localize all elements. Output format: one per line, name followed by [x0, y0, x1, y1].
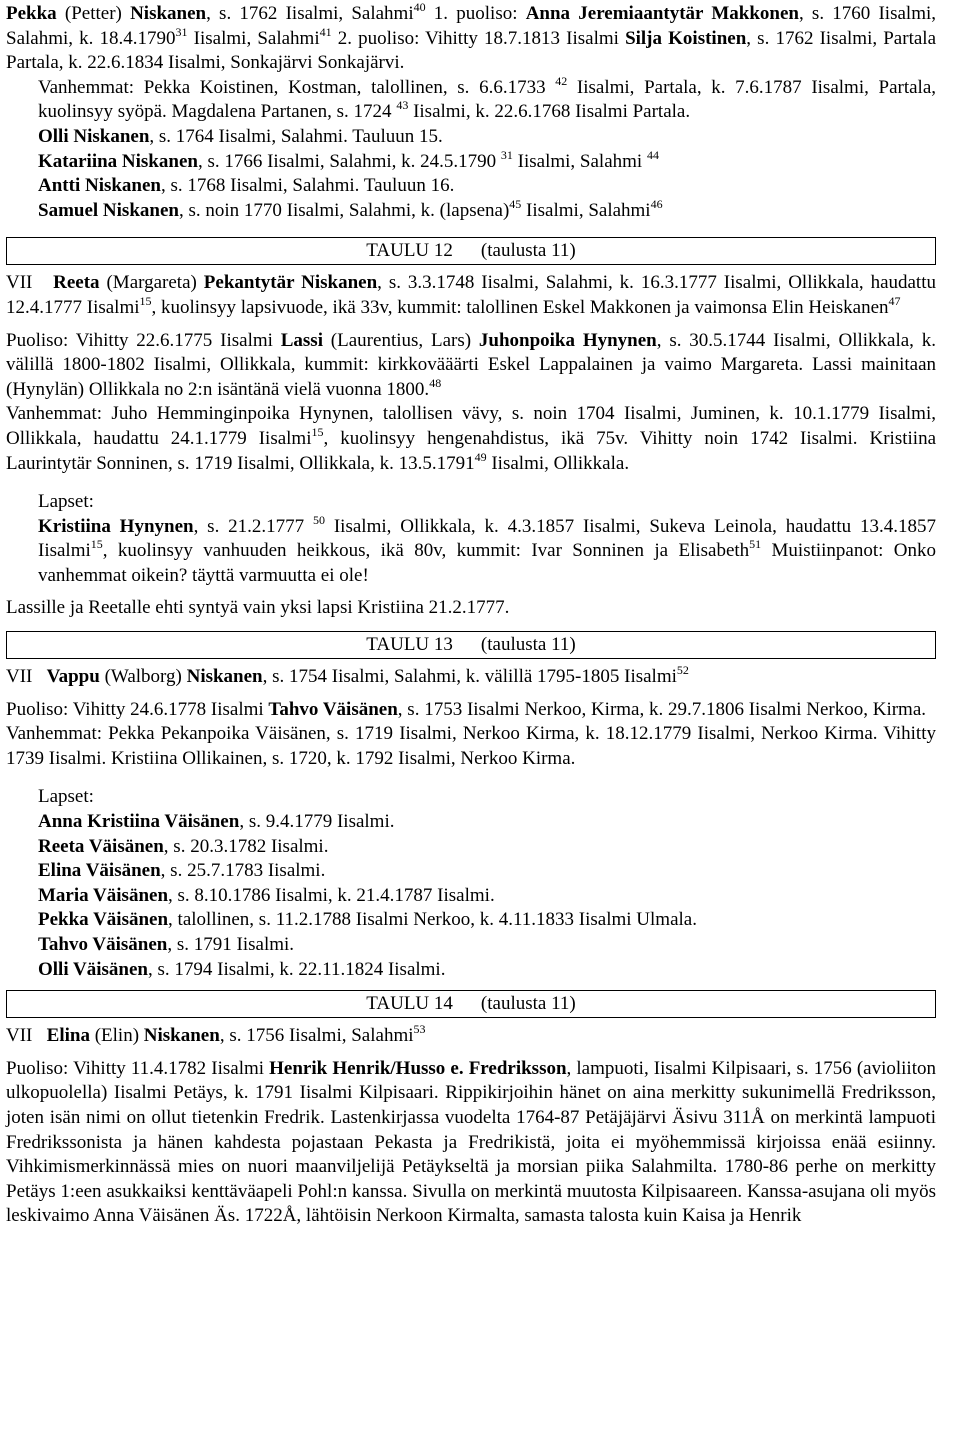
paragraph-tahvo-parents: Vanhemmat: Pekka Pekanpoika Väisänen, s. 1719 Iisalmi, Nerkoo Kirma, k. 18.12.1779 Iisalmi, Nerkoo Kirma. Vihitty 1739 Iisalmi. Kristiina Ollikainen, s. 1720, k. 1792 Iisalmi, Nerkoo Kirma.	[6, 723, 936, 769]
child-item	[38, 933, 936, 958]
child-details: , s. 1791 Iisalmi.	[167, 934, 295, 955]
child-name: Elina Väisänen	[38, 860, 161, 882]
child-kristiina: Kristiina Hynynen, s. 21.2.1777 $^{50}$ Iisalmi, Ollikkala, k. 4.3.1857 Iisalmi, Sukeva Leinola, haudattu 13.4.1857 Iisalmi$^{15}$, kuolinsyy vanhuuden heikkous, ikä 80v, kummit: Ivar Sonninen ja Elisabeth$^{51}$ Muistiinpanot: Onko vanhemmat oikein? täyttä varmuutta ei ole!	[38, 512, 936, 586]
taulu-14-title: TAULU 14	[366, 993, 453, 1015]
child-item	[38, 835, 936, 860]
child-name: Reeta Väisänen	[38, 835, 164, 857]
paragraph-vappu: VII Vappu (Walborg) Niskanen, s. 1754 Iisalmi, Salahmi, k. välillä 1795-1805 Iisalmi$^{52}$	[6, 663, 689, 688]
child-details: , s. 8.10.1786 Iisalmi, k. 21.4.1787 Iisalmi.	[168, 884, 495, 906]
child-item	[38, 908, 936, 933]
taulu-12-ref: (taulusta 11)	[480, 240, 576, 262]
sibling-antti: Antti Niskanen, s. 1768 Iisalmi, Salahmi. Tauluun 16.	[38, 175, 455, 197]
lapset-label-12: Lapset:	[38, 491, 94, 513]
sibling-katariina: Katariina Niskanen, s. 1766 Iisalmi, Salahmi, k. 24.5.1790 $^{31}$ Iisalmi, Salahmi $^{44}$	[38, 147, 659, 172]
child-item	[38, 884, 936, 909]
child-name: Pekka Väisänen	[38, 909, 169, 931]
child-item	[38, 859, 936, 884]
taulu-13-title: TAULU 13	[366, 634, 453, 656]
document-page	[6, 0, 936, 1229]
paragraph-lassi-parents: Vanhemmat: Juho Hemminginpoika Hynynen, talollisen vävy, s. noin 1704 Iisalmi, Juminen, k. 10.1.1779 Iisalmi, Ollikkala, haudattu 24.1.1779 Iisalmi$^{15}$, kuolinsyy hengenahdistus, ikä 75v. Vihitty noin 1742 Iisalmi. Kristiina Laurintytär Sonninen, s. 1719 Iisalmi, Ollikkala, k. 13.5.1791$^{49}$ Iisalmi, Ollikkala.	[6, 403, 936, 474]
paragraph-elina: VII Elina (Elin) Niskanen, s. 1756 Iisalmi, Salahmi$^{53}$	[6, 1022, 426, 1047]
child-details: , s. 9.4.1779 Iisalmi.	[239, 811, 395, 833]
taulu-13-ref: (taulusta 11)	[480, 634, 576, 656]
paragraph-reeta: VII Reeta (Margareta) Pekantytär Niskanen, s. 3.3.1748 Iisalmi, Salahmi, k. 16.3.1777 Iisalmi, Ollikkala, haudattu 12.4.1777 Iisalmi$^{15}$, kuolinsyy lapsivuode, ikä 33v, kummit: talollinen Eskel Makkonen ja vaimonsa Elin Heiskanen$^{47}$	[6, 272, 936, 318]
taulu-14-header	[6, 990, 936, 1018]
sibling-olli: Olli Niskanen, s. 1764 Iisalmi, Salahmi. Tauluun 15.	[38, 125, 443, 147]
child-details: , s. 25.7.1783 Iisalmi.	[160, 860, 326, 882]
paragraph-pekka-parents: Vanhemmat: Pekka Koistinen, Kostman, talollinen, s. 6.6.1733 $^{42}$ Iisalmi, Partala, k. 7.6.1787 Iisalmi, Partala, kuolinsyy syöpä. Magdalena Partanen, s. 1724 $^{43}$ Iisalmi, k. 22.6.1768 Iisalmi Partala.	[38, 73, 937, 123]
child-details: , talollinen, s. 11.2.1788 Iisalmi Nerkoo, k. 4.11.1833 Iisalmi Ulmala.	[168, 909, 697, 931]
sibling-samuel: Samuel Niskanen, s. noin 1770 Iisalmi, Salahmi, k. (lapsena)$^{45}$ Iisalmi, Salahmi$^{46}$	[38, 196, 663, 221]
note-lassi-reeta: Lassille ja Reetalle ehti syntyä vain yksi lapsi Kristiina 21.2.1777.	[6, 597, 510, 619]
paragraph-pekka: Pekka (Petter) Niskanen, s. 1762 Iisalmi, Salahmi$^{40}$ 1. puoliso: Anna Jeremiaantytär Makkonen, s. 1760 Iisalmi, Salahmi, k. 18.4.1790$^{31}$ Iisalmi, Salahmi$^{41}$ 2. puoliso: Vihitty 18.7.1813 Iisalmi Silja Koistinen, s. 1762 Iisalmi, Partala Partala, k. 22.6.1834 Iisalmi, Sonkajärvi Sonkajärvi.	[6, 0, 937, 74]
taulu-13-header	[6, 631, 936, 659]
child-name: Olli Väisänen	[38, 958, 148, 980]
child-details: , s. 20.3.1782 Iisalmi.	[163, 835, 329, 857]
taulu-12-header	[6, 237, 936, 265]
taulu-14-ref: (taulusta 11)	[480, 993, 576, 1015]
child-name: Maria Väisänen	[38, 884, 169, 906]
child-item	[38, 810, 936, 835]
taulu-12-title: TAULU 12	[366, 240, 453, 262]
children-list-13	[6, 810, 936, 982]
child-item	[38, 958, 936, 983]
child-details: , s. 1794 Iisalmi, k. 22.11.1824 Iisalmi.	[147, 958, 446, 980]
paragraph-elina-spouse: Puoliso: Vihitty 11.4.1782 Iisalmi Henrik Henrik/Husso e. Fredriksson, lampuoti, Iisalmi Kilpisaari, s. 1756 (avioliiton ulkopuolella) Iisalmi Petäys, k. 1791 Iisalmi Kilpisaari. Rippikirjoihin hänet on aina merkitty sukunimellä Fredriksson, joten isän nimi on ollut tietenkin Fredrik. Lastenkirjassa vuodelta 1764-87 Petäjäjärvi Äsivu 311Å on merkintä lampuoti Fredrikssonista ja hänen kahdesta pojastaan Pekasta ja Fredrikistä, joita ei myöhemmissä kirjoissa enää esiinny. Vihkimismerkinnässä mies on nuori maanviljelijä Petäykseltä ja morsian piika Salahmilta. 1780-86 perhe on merkitty Petäys 1:een asukkaiksi kenttäväapeli Pohl:n kanssa. Sivulla on merkintä muutosta Kilpisaareen. Kanssa-asujana oli myös leskivaimo Anna Väisänen Äs. 1722Å, lähtöisin Nerkoon Kirmalta, samasta talosta kuin Kaisa ja Henrik	[6, 1057, 936, 1227]
paragraph-vappu-spouse: Puoliso: Vihitty 24.6.1778 Iisalmi Tahvo Väisänen, s. 1753 Iisalmi Nerkoo, Kirma, k. 29.7.1806 Iisalmi Nerkoo, Kirma.	[6, 698, 927, 720]
paragraph-reeta-spouse: Puoliso: Vihitty 22.6.1775 Iisalmi Lassi (Laurentius, Lars) Juhonpoika Hynynen, s. 30.5.1744 Iisalmi, Ollikkala, k. välillä 1800-1802 Iisalmi, Ollikkala, kummit: kirkkovääärti Eskel Lappalainen ja vaimo Margareta. Lassi mainitaan (Hynylän) Ollikkala no 2:n isäntänä vielä vuonna 1800.48	[6, 329, 937, 400]
child-name: Anna Kristiina Väisänen	[38, 811, 240, 833]
lapset-label-13: Lapset:	[38, 786, 94, 808]
child-name: Tahvo Väisänen	[38, 934, 168, 955]
